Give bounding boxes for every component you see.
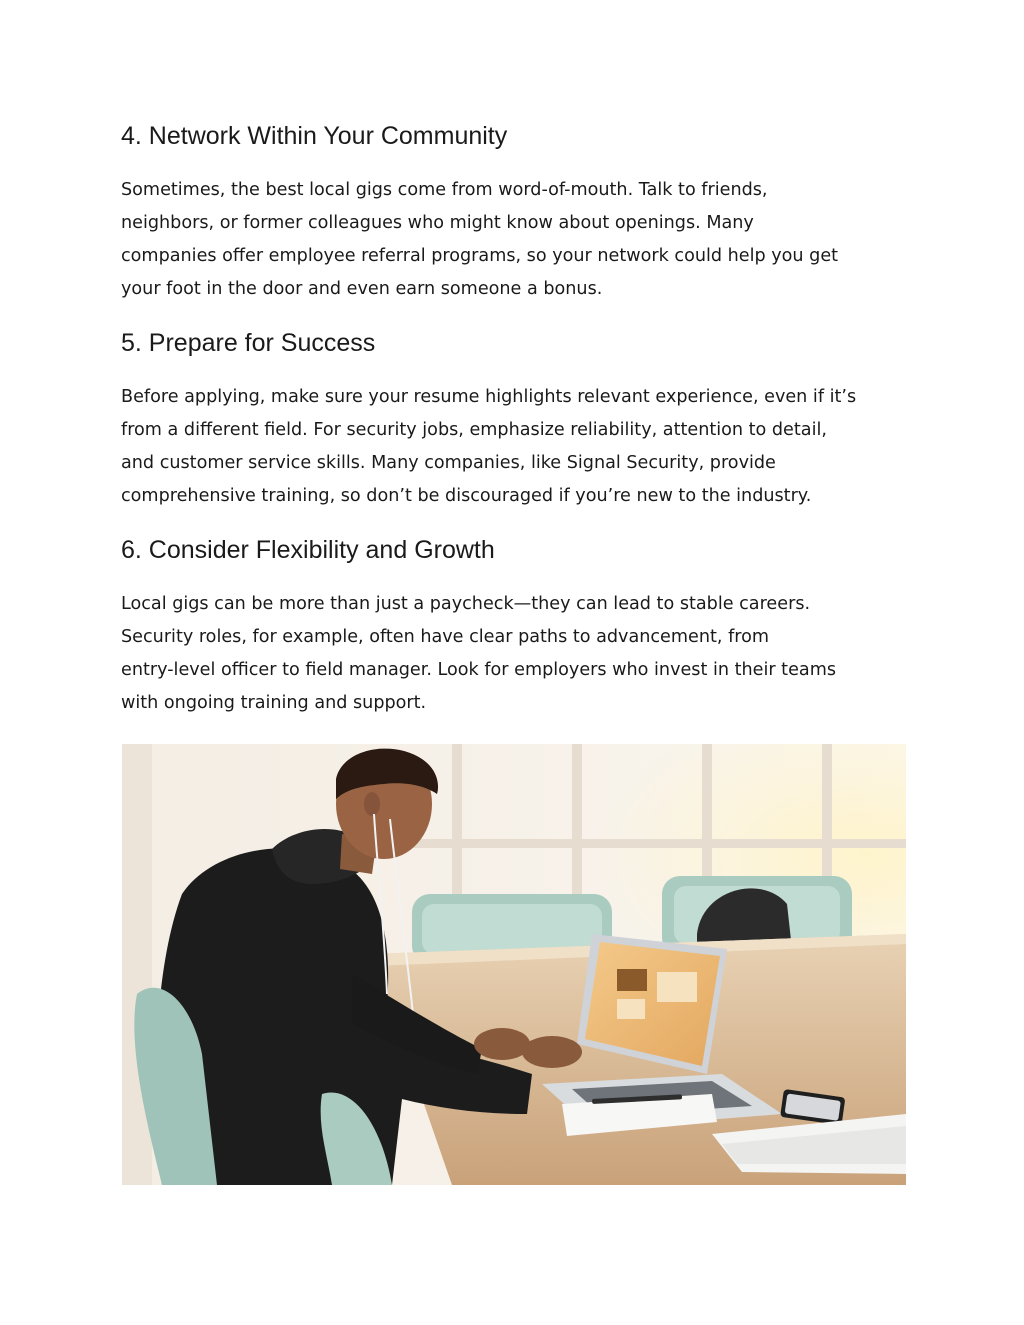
photo-illustration xyxy=(122,744,906,1185)
paragraph-line: from a different field. For security jobs, emphasize reliability, attention to detail, xyxy=(121,420,827,440)
section-heading-flexibility: 6. Consider Flexibility and Growth xyxy=(121,536,495,564)
section-heading-prepare: 5. Prepare for Success xyxy=(121,329,376,357)
paragraph-line: with ongoing training and support. xyxy=(121,693,427,713)
paragraph-line: comprehensive training, so don’t be discouraged if you’re new to the industry. xyxy=(121,486,812,506)
section-paragraph-network xyxy=(121,174,911,306)
section-paragraph-flexibility xyxy=(121,588,911,720)
paragraph-line: Before applying, make sure your resume highlights relevant experience, even if it’s xyxy=(121,387,857,407)
paragraph-line: Local gigs can be more than just a paycheck—they can lead to stable careers. xyxy=(121,594,811,614)
section-paragraph-prepare xyxy=(121,381,911,513)
paragraph-line: and customer service skills. Many companies, like Signal Security, provide xyxy=(121,453,776,473)
paragraph-line: Sometimes, the best local gigs come from word-of-mouth. Talk to friends, xyxy=(121,180,768,200)
section-heading-network: 4. Network Within Your Community xyxy=(121,122,508,150)
paragraph-line: companies offer employee referral programs, so your network could help you get xyxy=(121,246,839,266)
paragraph-line: neighbors, or former colleagues who might know about openings. Many xyxy=(121,213,754,233)
paragraph-line: Security roles, for example, often have clear paths to advancement, from xyxy=(121,627,770,647)
paragraph-line: your foot in the door and even earn someone a bonus. xyxy=(121,279,603,299)
paragraph-line: entry-level officer to field manager. Look for employers who invest in their teams xyxy=(121,660,836,680)
photo-man-on-laptop xyxy=(122,744,906,1185)
